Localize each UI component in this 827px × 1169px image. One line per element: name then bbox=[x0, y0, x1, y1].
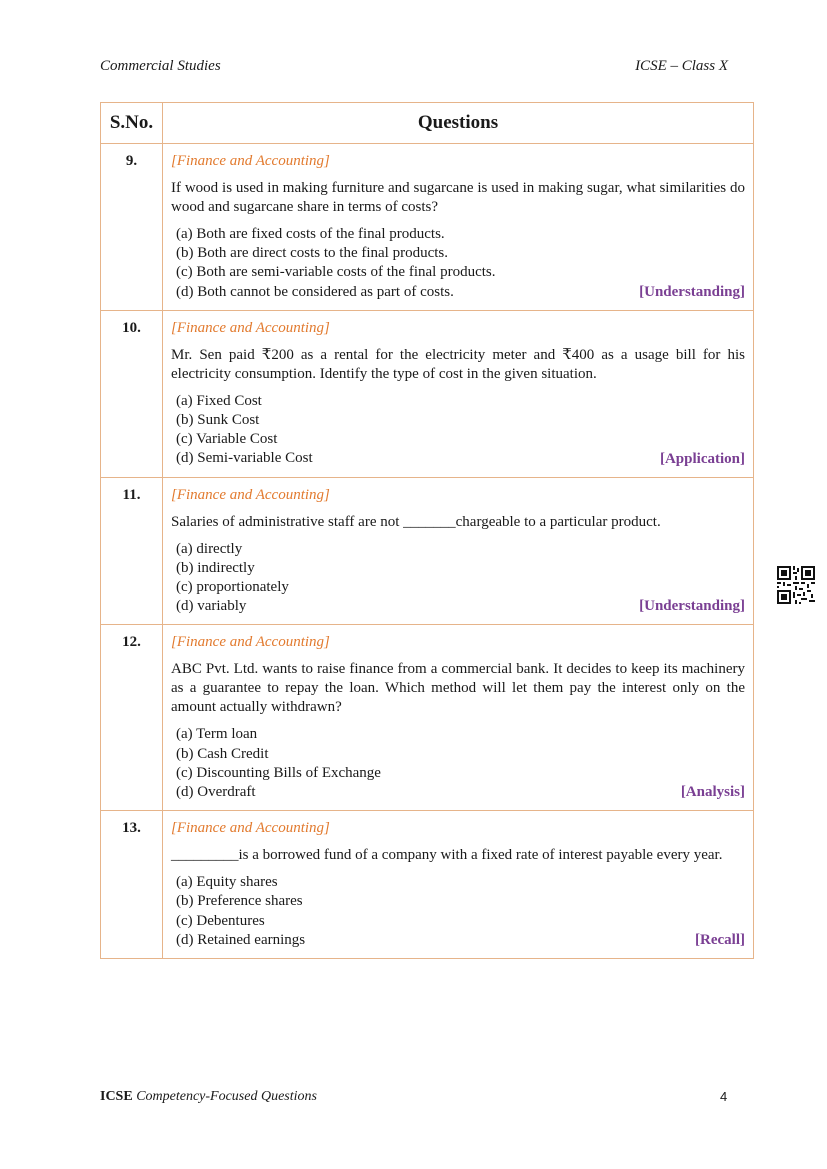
question-body bbox=[163, 144, 754, 311]
option: (d) variably bbox=[176, 598, 247, 615]
question-row bbox=[101, 811, 754, 959]
header-subject: Commercial Studies bbox=[100, 58, 221, 74]
options-list bbox=[171, 725, 745, 802]
question-stem: _________is a borrowed fund of a company with a fixed rate of interest payable every year. bbox=[171, 847, 723, 864]
question-topic: [Finance and Accounting] bbox=[171, 319, 330, 336]
question-body bbox=[163, 625, 754, 811]
cognitive-level-tag: [Understanding] bbox=[639, 283, 745, 300]
question-number: 10. bbox=[101, 310, 163, 477]
options-list bbox=[171, 540, 745, 617]
footer-title bbox=[100, 1089, 317, 1105]
question-number: 12. bbox=[101, 625, 163, 811]
questions-table bbox=[100, 102, 754, 959]
cognitive-level-tag: [Recall] bbox=[695, 932, 745, 949]
cognitive-level-tag: [Analysis] bbox=[680, 784, 745, 801]
footer-subtitle: Competency-Focused Questions bbox=[136, 1089, 317, 1104]
option: (a) Term loan bbox=[176, 726, 258, 743]
option: (c) proportionately bbox=[176, 579, 289, 596]
question-body bbox=[163, 477, 754, 625]
column-header-sno: S.No. bbox=[101, 103, 163, 144]
option: (d) Both cannot be considered as part of costs. bbox=[176, 283, 454, 300]
question-number: 11. bbox=[101, 477, 163, 625]
question-number: 13. bbox=[101, 811, 163, 959]
column-header-questions: Questions bbox=[163, 103, 754, 144]
option: (a) directly bbox=[176, 540, 243, 557]
option: (c) Discounting Bills of Exchange bbox=[176, 764, 381, 781]
question-row bbox=[101, 310, 754, 477]
question-row bbox=[101, 144, 754, 311]
option: (d) Retained earnings bbox=[176, 931, 306, 948]
options-list bbox=[171, 873, 745, 950]
option: (b) Sunk Cost bbox=[176, 412, 260, 429]
header-class: ICSE – Class X bbox=[635, 58, 728, 74]
question-topic: [Finance and Accounting] bbox=[171, 820, 330, 837]
option: (b) indirectly bbox=[176, 559, 255, 576]
option: (a) Fixed Cost bbox=[176, 392, 262, 409]
question-topic: [Finance and Accounting] bbox=[171, 634, 330, 651]
question-stem: ABC Pvt. Ltd. wants to raise finance from a commercial bank. It decides to keep its machinery as a guarantee to repay the loan. Which method will let them pay the interest only on the amount actually withdrawn? bbox=[171, 661, 745, 716]
option: (a) Equity shares bbox=[176, 874, 278, 891]
question-stem: Mr. Sen paid ₹200 as a rental for the electricity meter and ₹400 as a usage bill for his electricity consumption. Identify the type of cost in the given situation. bbox=[171, 346, 745, 382]
cognitive-level-tag: [Application] bbox=[659, 450, 745, 467]
option: (c) Both are semi-variable costs of the final products. bbox=[176, 264, 496, 281]
option: (b) Preference shares bbox=[176, 893, 303, 910]
question-stem: If wood is used in making furniture and sugarcane is used in making sugar, what similarities do wood and sugarcane share in terms of costs? bbox=[171, 180, 745, 215]
question-body bbox=[163, 811, 754, 959]
question-topic: [Finance and Accounting] bbox=[171, 153, 330, 169]
option: (b) Cash Credit bbox=[176, 745, 269, 762]
question-body bbox=[163, 310, 754, 477]
option: (c) Variable Cost bbox=[176, 431, 278, 448]
question-number: 9. bbox=[101, 144, 163, 311]
cognitive-level-tag: [Understanding] bbox=[639, 598, 745, 615]
option: (d) Overdraft bbox=[176, 784, 256, 801]
options-list bbox=[171, 392, 745, 469]
question-stem: Salaries of administrative staff are not _______chargeable to a particular product. bbox=[171, 513, 661, 530]
option: (b) Both are direct costs to the final products. bbox=[176, 245, 449, 262]
page-number: 4 bbox=[720, 1089, 728, 1104]
qr-code-icon[interactable] bbox=[777, 566, 815, 604]
footer-brand: ICSE bbox=[100, 1089, 133, 1104]
options-list bbox=[171, 225, 745, 302]
option: (c) Debentures bbox=[176, 912, 265, 929]
option: (d) Semi-variable Cost bbox=[176, 450, 313, 467]
option: (a) Both are fixed costs of the final products. bbox=[176, 226, 445, 242]
question-topic: [Finance and Accounting] bbox=[171, 486, 330, 503]
question-row bbox=[101, 477, 754, 625]
question-row bbox=[101, 625, 754, 811]
